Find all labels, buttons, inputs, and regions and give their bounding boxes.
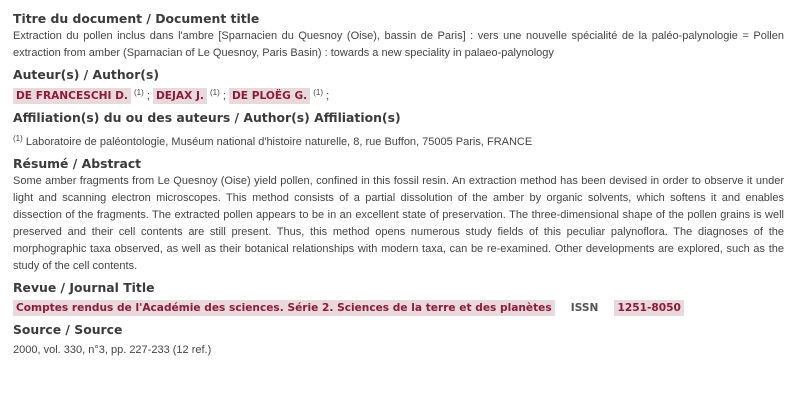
journal-line <box>13 300 784 317</box>
affiliation-ref: (1) <box>13 134 23 143</box>
author-link[interactable]: DEJAX J. <box>153 88 207 104</box>
abstract-heading: Résumé / Abstract <box>13 156 142 171</box>
abstract-text: Some amber fragments from Le Quesnoy (Oise) yield pollen, confined in this fossil resin. An extraction method has been devised in order to observe it under light and scanning electron microscopes. This method consists of a partial dissolution of the amber by organic solvents, which softens it and enables dissection of the fragments. The extracted pollen appears to be in an excellent state of preservation. The three-dimensional shape of the pollen grains is well preserved and their cell contents are still present. Thus, this method opens numerous study fields of this peculiar palynoflora. The diagnoses of the morphographic taxa observed, as well as their botanical relationships with modern taxa, can be re-examined. Other developments are explored, such as the study of the cell contents. <box>13 175 784 272</box>
author-separator: ; <box>219 90 226 102</box>
issn-label: ISSN <box>570 302 599 314</box>
affiliation-text: Laboratoire de paléontologie, Muséum national d'histoire naturelle, 8, rue Buffon, 75005 Paris, FRANCE <box>25 136 533 148</box>
author-separator: ; <box>323 90 330 102</box>
authors-heading: Auteur(s) / Author(s) <box>13 67 160 82</box>
journal-title-link[interactable]: Comptes rendus de l'Académie des sciences. Série 2. Sciences de la terre et des planètes <box>13 300 555 316</box>
author-link[interactable]: DE PLOËG G. <box>229 88 310 104</box>
source-text: 2000, vol. 330, n°3, pp. 227-233 (12 ref.) <box>13 344 212 356</box>
document-title-text: Extraction du pollen inclus dans l'ambre [Sparnacien du Quesnoy (Oise), bassin de Paris] : vers une nouvelle spécialité de la paléo-palynologie = Pollen extraction from amber (Sparnacian of Le Quesnoy, Paris Basin) : towards a new speciality in palaeo-palynology <box>13 30 784 59</box>
author-separator: ; <box>143 90 150 102</box>
journal-heading: Revue / Journal Title <box>13 280 155 295</box>
issn-link[interactable]: 1251-8050 <box>614 300 683 316</box>
author-affiliation-ref: (1) <box>133 88 144 97</box>
authors-list <box>13 84 784 105</box>
author-affiliation-ref: (1) <box>210 88 220 97</box>
affiliation-heading: Affiliation(s) du ou des auteurs / Author(s) Affiliation(s) <box>13 110 401 125</box>
author-affiliation-ref: (1) <box>313 88 324 97</box>
affiliation-line <box>13 130 784 151</box>
author-link[interactable]: DE FRANCESCHI D. <box>13 88 131 104</box>
source-heading: Source / Source <box>13 322 123 337</box>
title-heading: Titre du document / Document title <box>13 11 260 26</box>
